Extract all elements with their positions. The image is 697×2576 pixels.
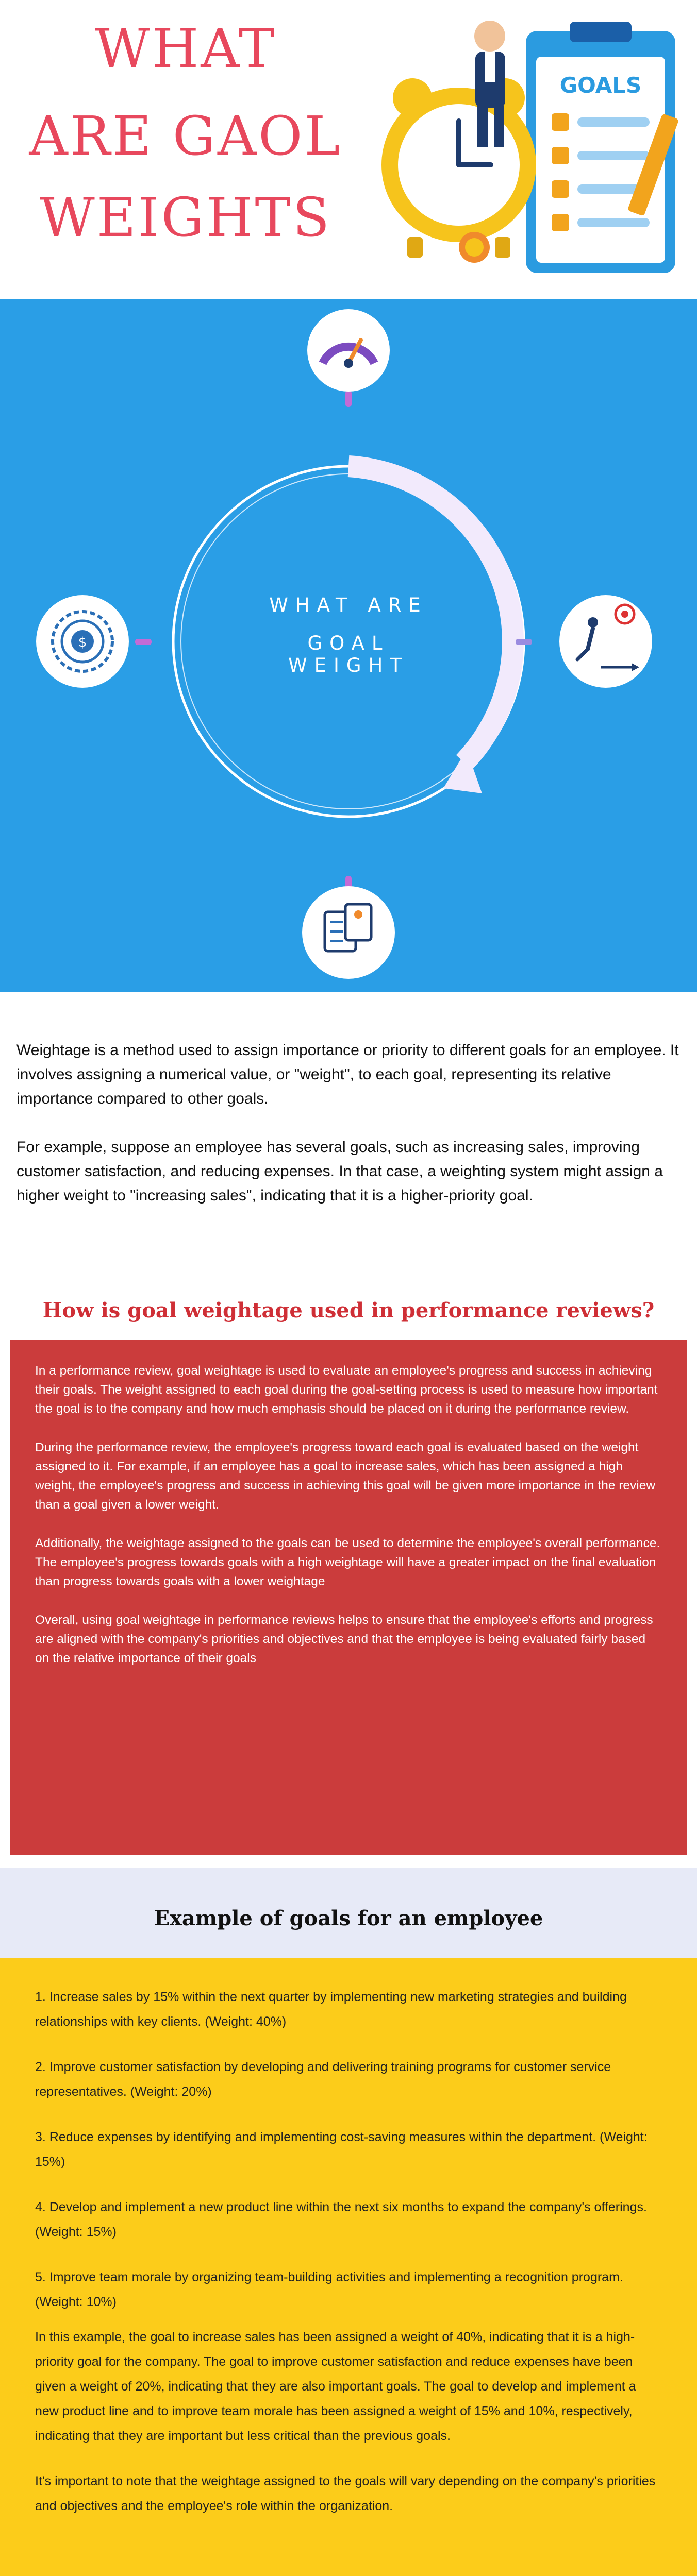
svg-text:$: $ [78, 635, 87, 650]
examples-section [0, 1958, 697, 2576]
goals-board-icon [526, 22, 679, 273]
intro-paragraph-1: Weightage is a method used to assign importance or priority to different goals for an employee. It involves assigning a numerical value, or "weight", to each goal, representing its relative importance compared to other goals. [16, 1042, 679, 1107]
checklist-icon [302, 886, 395, 979]
arrow-target-icon [559, 595, 652, 688]
goals-board-label: GOALS [559, 73, 642, 98]
performance-paragraph-3: Additionally, the weightage assigned to the goals can be used to determine the employee's overall performance. The employee's progress towards goals with a high weightage will have a greater impact on the final evaluation than progress towards goals with a lower weightage [35, 1536, 660, 1588]
examples-note-paragraph: It's important to note that the weightage assigned to the goals will vary depending on the company's priorities and objectives and the employee's role within the organization. [35, 2474, 656, 2513]
alarm-clock-icon [381, 78, 536, 258]
performance-paragraph-4: Overall, using goal weightage in performance reviews helps to ensure that the employee's efforts and progress are aligned with the company's priorities and objectives and that the employee is being evaluated fairly based on the relative importance of their goals [35, 1613, 653, 1665]
hero-illustration [356, 10, 691, 289]
examples-summary-paragraph: In this example, the goal to increase sales has been assigned a weight of 40%, indicating that it is a high-priority goal for the company. The goal to improve customer satisfaction and reduce expenses have been given a weight of 20%, indicating that they are also important goals. The goal to develop and implement a new product line and to improve team morale has been assigned a weight of 15% and 10%, respectively, indicating that they are important but less critical than the previous goals. [35, 2330, 636, 2443]
example-goal-item: 2. Improve customer satisfaction by developing and delivering training programs for customer service representatives. (Weight: 20%) [35, 2060, 611, 2099]
page-title-line-1: WHAT [94, 17, 277, 80]
page-title-line-3: WEIGHTS [39, 186, 332, 249]
performance-section-title: How is goal weightage used in performance reviews? [42, 1298, 655, 1323]
gauge-icon [307, 309, 390, 392]
circle-title-line-2: GOAL WEIGHT [288, 632, 409, 676]
target-icon [36, 595, 129, 688]
performance-section [10, 1340, 687, 1855]
page-title-line-2: ARE GAOL [29, 105, 342, 167]
example-goal-item: 5. Improve team morale by organizing team-building activities and implementing a recognition program. (Weight: 10%) [35, 2270, 623, 2309]
intro-paragraph-2: For example, suppose an employee has several goals, such as increasing sales, improving customer satisfaction, and reducing expenses. In that case, a weighting system might assign a higher weight to "increasing sales", indicating that it is a higher-priority goal. [16, 1139, 663, 1204]
circle-title-line-1: WHAT ARE [269, 594, 428, 616]
performance-paragraph-2: During the performance review, the employee's progress toward each goal is evaluated based on the weight assigned to it. For example, if an employee has a goal to increase sales, which has been assigned a high weight, the employee's progress and success in achieving this goal will be given more importance in the review than a goal given a lower weight. [35, 1440, 656, 1512]
example-goal-item: 3. Reduce expenses by identifying and implementing cost-saving measures within the department. (Weight: 15%) [35, 2130, 648, 2169]
header-section [0, 0, 697, 299]
example-goal-item: 4. Develop and implement a new product line within the next six months to expand the company's offerings. (Weight: 15%) [35, 2200, 647, 2239]
intro-section [0, 992, 697, 1288]
performance-paragraph-1: In a performance review, goal weightage is used to evaluate an employee's progress and success in achieving their goals. The weight assigned to each goal during the goal-setting process is used to measure how important the goal is to the company and how much emphasis should be placed on it during the performance review. [35, 1364, 658, 1416]
coins-icon [459, 232, 490, 263]
examples-section-title: Example of goals for an employee [154, 1906, 543, 1930]
banner-section [0, 299, 697, 992]
example-goal-item: 1. Increase sales by 15% within the next quarter by implementing new marketing strategies and building relationships with key clients. (Weight: 40%) [35, 1990, 627, 2029]
